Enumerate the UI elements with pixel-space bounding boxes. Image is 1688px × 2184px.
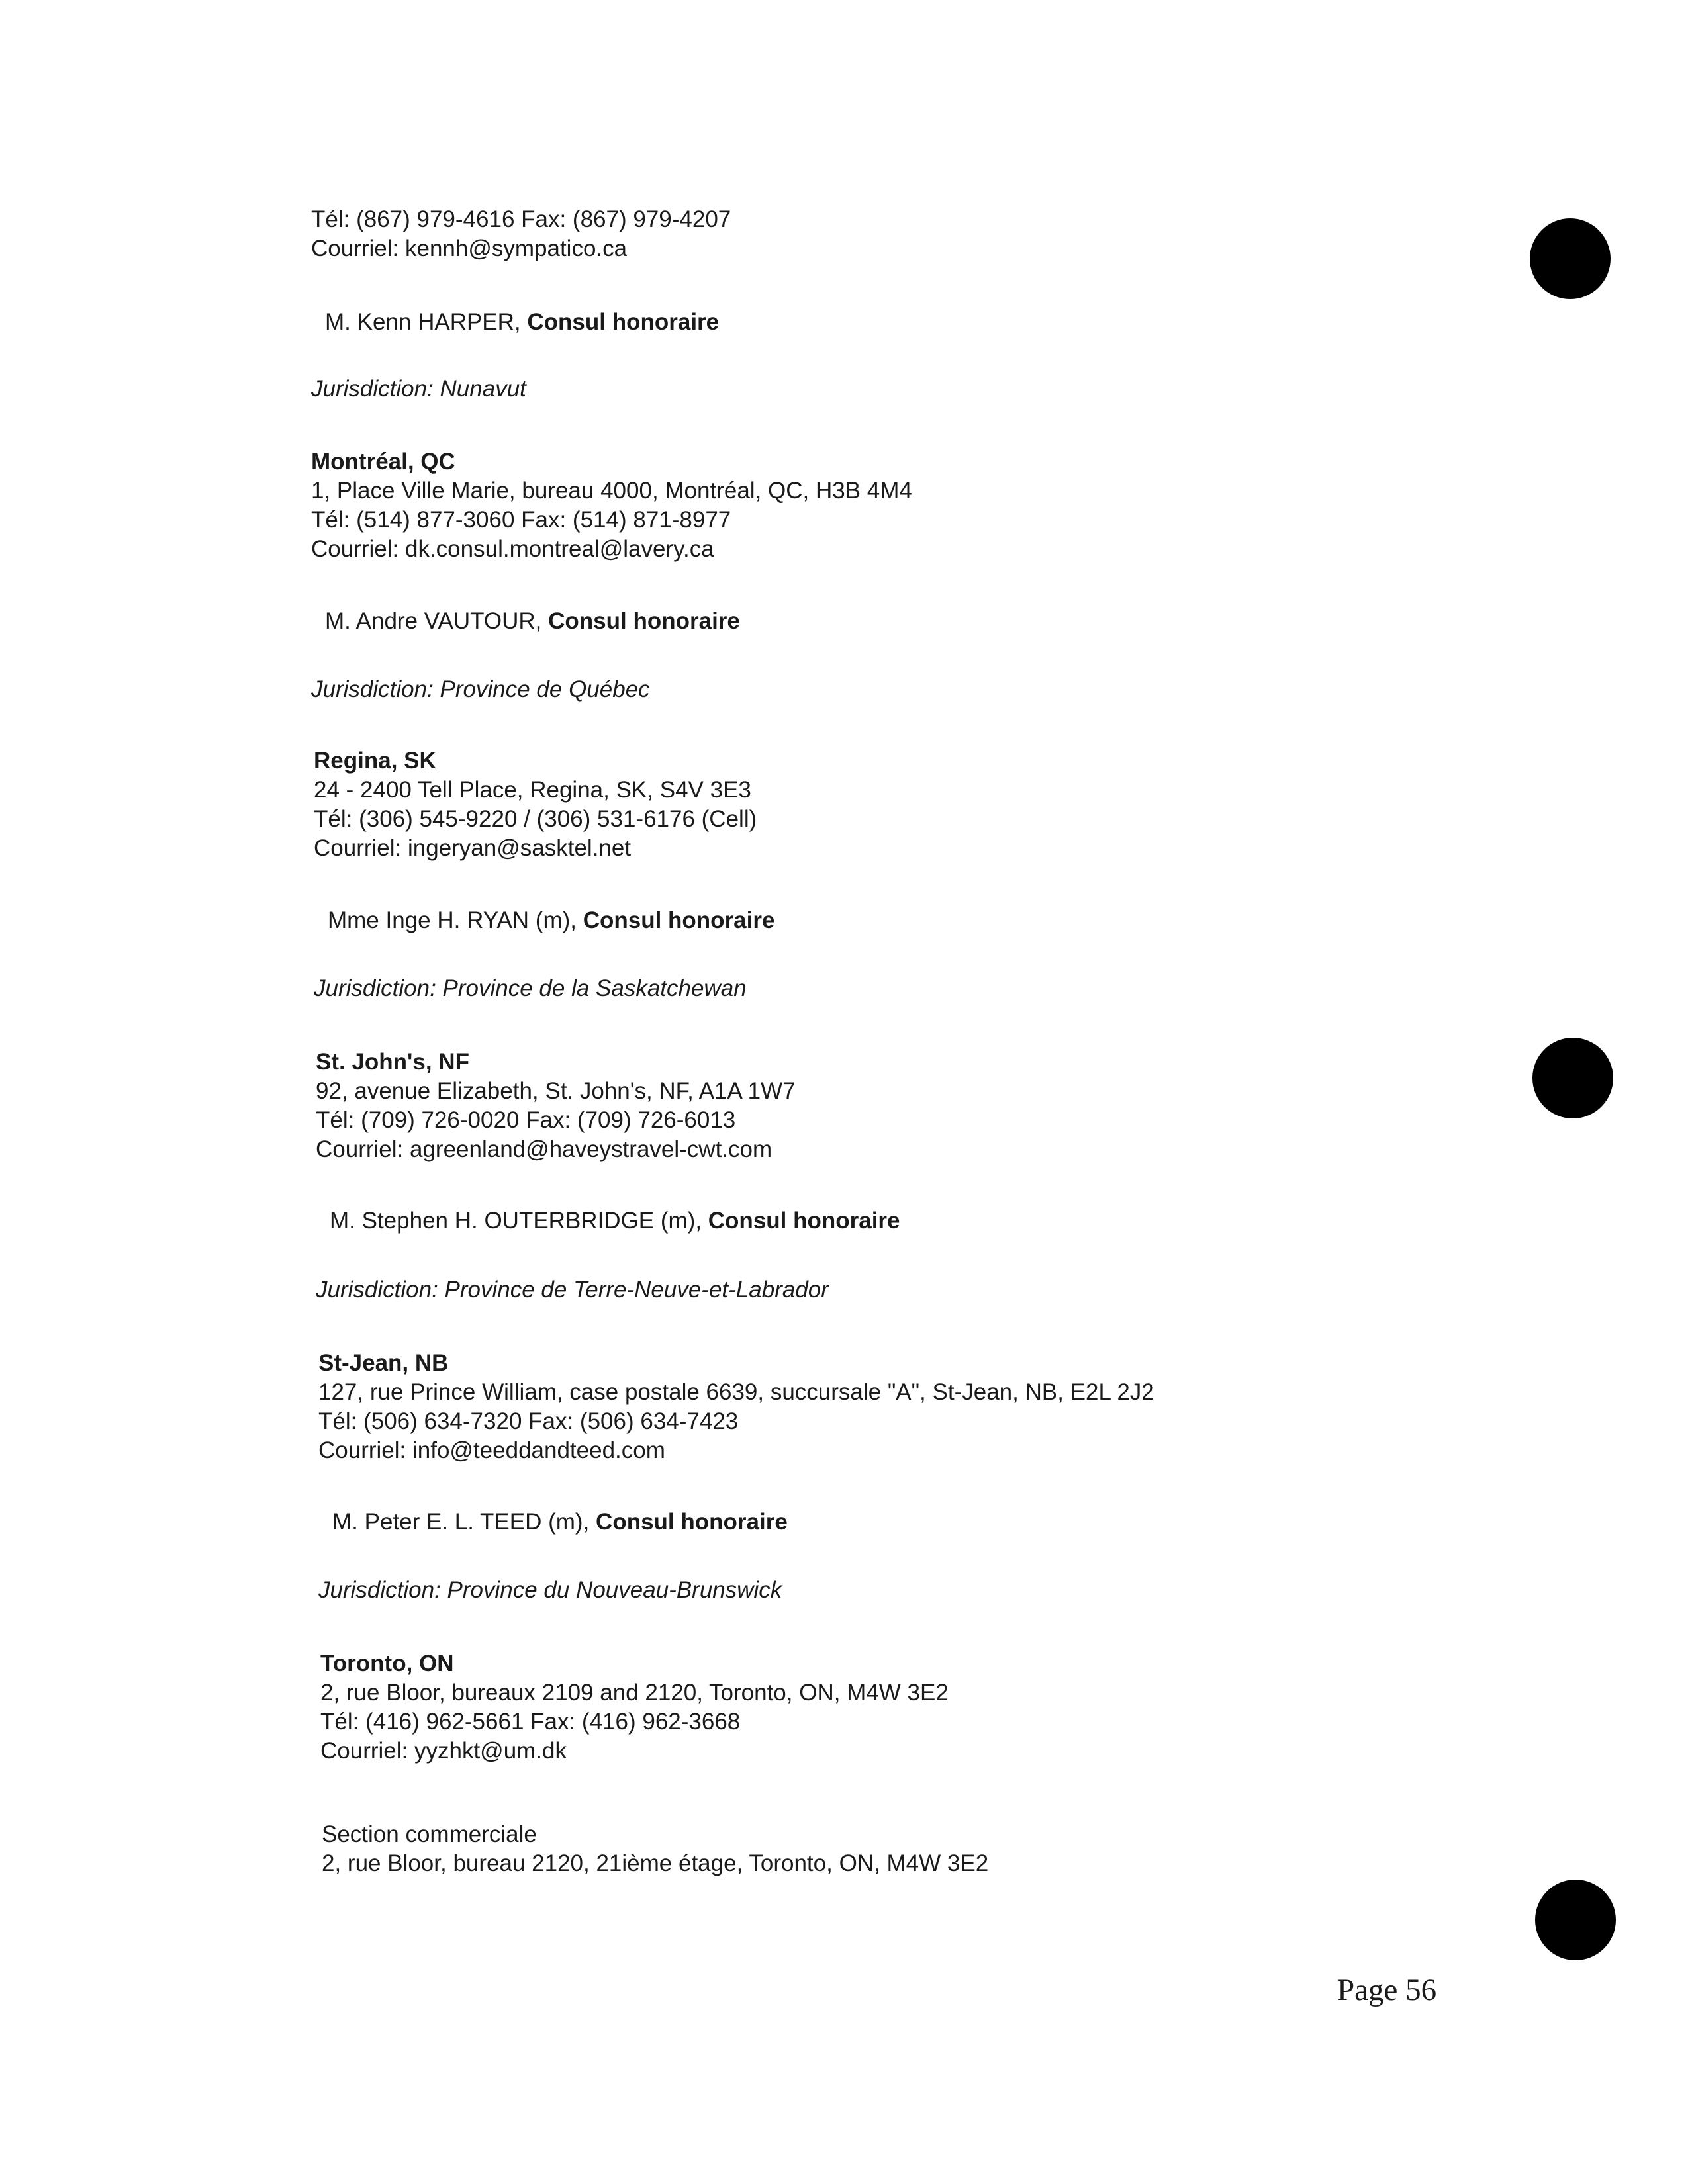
- page-number: Page 56: [1337, 1973, 1437, 2007]
- entry-consul: [325, 607, 740, 636]
- consul-name: M. Peter E. L. TEED (m),: [332, 1509, 596, 1535]
- top-email: Courriel: kennh@sympatico.ca: [311, 236, 628, 261]
- consul-title: Consul honoraire: [596, 1509, 788, 1535]
- entry-address: 2, rue Bloor, bureaux 2109 and 2120, Toronto, ON, M4W 3E2: [320, 1680, 949, 1706]
- entry-jurisdiction: Jurisdiction: Province de Terre-Neuve-et-Labrador: [316, 1277, 829, 1302]
- punch-hole-bottom: [1535, 1880, 1616, 1960]
- entry-email: Courriel: agreenland@haveystravel-cwt.com: [316, 1136, 773, 1162]
- entry-address: 24 - 2400 Tell Place, Regina, SK, S4V 3E3: [314, 777, 751, 803]
- entry-tel: Tél: (506) 634-7320 Fax: (506) 634-7423: [318, 1408, 739, 1434]
- consul-name: Mme Inge H. RYAN (m),: [328, 907, 583, 933]
- top-consul: [325, 308, 719, 337]
- consul-title: Consul honoraire: [527, 309, 720, 335]
- consul-title: Consul honoraire: [548, 608, 740, 634]
- entry-address: 127, rue Prince William, case postale 6639, succursale "A", St-Jean, NB, E2L 2J2: [318, 1379, 1154, 1405]
- entry-tel: Tél: (416) 962-5661 Fax: (416) 962-3668: [320, 1709, 741, 1735]
- consul-name: M. Kenn HARPER,: [325, 309, 528, 335]
- top-tel: Tél: (867) 979-4616 Fax: (867) 979-4207: [311, 206, 731, 232]
- entry-city: St. John's, NF: [316, 1049, 469, 1075]
- section-title: Section commerciale: [322, 1821, 537, 1847]
- entry-tel: Tél: (514) 877-3060 Fax: (514) 871-8977: [311, 507, 731, 533]
- entry-consul: [332, 1508, 788, 1537]
- entry-consul: [330, 1206, 900, 1236]
- entry-email: Courriel: dk.consul.montreal@lavery.ca: [311, 536, 714, 562]
- consul-name: M. Stephen H. OUTERBRIDGE (m),: [330, 1208, 708, 1234]
- entry-jurisdiction: Jurisdiction: Province du Nouveau-Brunswick: [318, 1577, 782, 1603]
- entry-jurisdiction: Jurisdiction: Province de Québec: [311, 676, 650, 702]
- entry-jurisdiction: Jurisdiction: Province de la Saskatchewan: [314, 976, 747, 1001]
- entry-tel: Tél: (306) 545-9220 / (306) 531-6176 (Cell): [314, 806, 757, 832]
- entry-city: St-Jean, NB: [318, 1350, 449, 1376]
- entry-tel: Tél: (709) 726-0020 Fax: (709) 726-6013: [316, 1107, 736, 1133]
- section-address: 2, rue Bloor, bureau 2120, 21ième étage, Toronto, ON, M4W 3E2: [322, 1850, 989, 1876]
- consul-title: Consul honoraire: [708, 1208, 900, 1234]
- top-jurisdiction: Jurisdiction: Nunavut: [311, 376, 526, 402]
- entry-consul: [328, 906, 774, 935]
- entry-email: Courriel: ingeryan@sasktel.net: [314, 835, 632, 861]
- punch-hole-middle: [1532, 1038, 1613, 1118]
- consul-title: Consul honoraire: [583, 907, 775, 933]
- entry-email: Courriel: yyzhkt@um.dk: [320, 1738, 567, 1764]
- entry-address: 92, avenue Elizabeth, St. John's, NF, A1A 1W7: [316, 1078, 796, 1104]
- entry-address: 1, Place Ville Marie, bureau 4000, Montréal, QC, H3B 4M4: [311, 478, 912, 504]
- consul-name: M. Andre VAUTOUR,: [325, 608, 549, 634]
- entry-city: Regina, SK: [314, 748, 436, 774]
- entry-city: Toronto, ON: [320, 1651, 454, 1676]
- entry-city: Montréal, QC: [311, 449, 455, 475]
- entry-email: Courriel: info@teeddandteed.com: [318, 1437, 665, 1463]
- punch-hole-top: [1530, 218, 1611, 299]
